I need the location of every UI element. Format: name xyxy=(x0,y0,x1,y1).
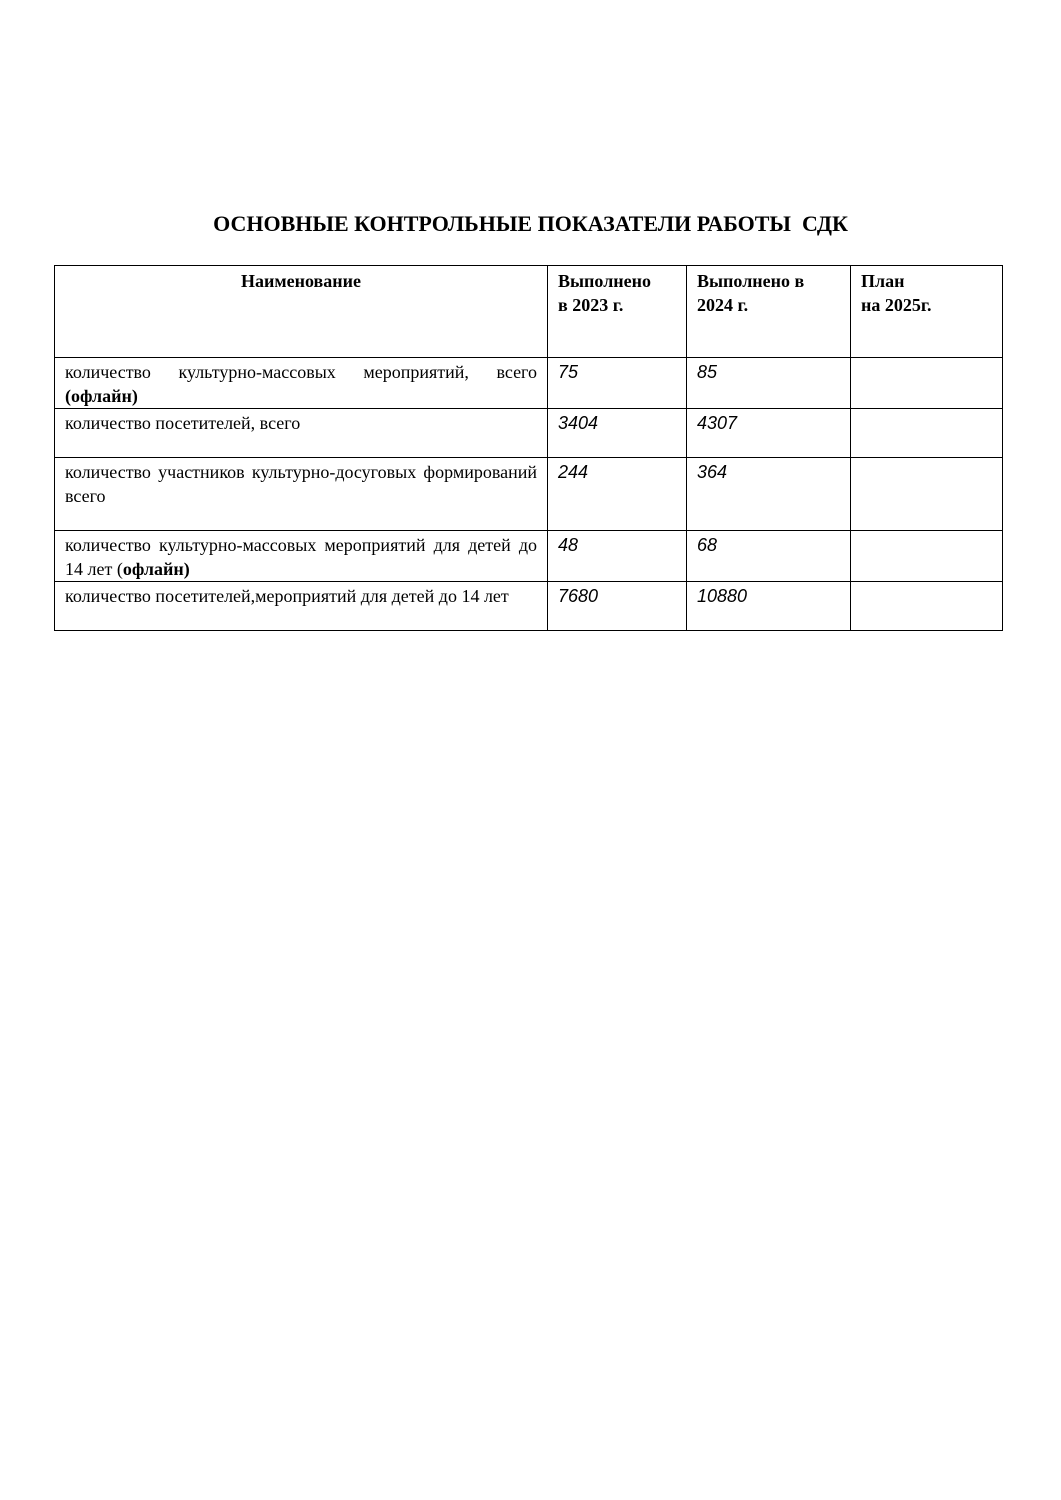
row-name-text: количество культурно-массовых мероприятий для детей до 14 лет ( xyxy=(65,535,537,579)
row-name-text: количество посетителей, всего xyxy=(65,413,301,433)
header-plan-2025-line2: на 2025г. xyxy=(861,295,932,315)
plan-2025-cell xyxy=(851,458,1003,531)
header-name-label: Наименование xyxy=(241,271,361,291)
plan-2025-cell xyxy=(851,582,1003,631)
value-2024-cell: 364 xyxy=(687,458,851,531)
value-2023-cell: 48 xyxy=(548,531,687,582)
row-name-cell xyxy=(55,582,548,631)
row-name-bold: (офлайн) xyxy=(65,386,138,406)
value-2024-cell: 10880 xyxy=(687,582,851,631)
header-done-2024-line1: Выполнено в xyxy=(697,271,805,291)
row-name-cell xyxy=(55,409,548,458)
value-2024-cell: 4307 xyxy=(687,409,851,458)
row-name-cell xyxy=(55,458,548,531)
row-name-cell xyxy=(55,531,548,582)
table-row xyxy=(55,458,1003,531)
table-row xyxy=(55,582,1003,631)
header-done-2023 xyxy=(548,266,687,358)
value-2023-cell: 244 xyxy=(548,458,687,531)
header-plan-2025 xyxy=(851,266,1003,358)
row-name-text: количество посетителей,мероприятий для детей до 14 лет xyxy=(65,586,509,606)
header-done-2024-line2: 2024 г. xyxy=(697,295,749,315)
plan-2025-cell xyxy=(851,358,1003,409)
header-name xyxy=(55,266,548,358)
value-2024-cell: 68 xyxy=(687,531,851,582)
plan-2025-cell xyxy=(851,409,1003,458)
header-done-2024 xyxy=(687,266,851,358)
row-name-bold: офлайн) xyxy=(122,559,190,579)
value-2023-cell: 7680 xyxy=(548,582,687,631)
table-row xyxy=(55,358,1003,409)
row-name-text: количество культурно-массовых мероприятий, всего xyxy=(65,362,537,382)
indicators-table xyxy=(54,265,1003,631)
header-plan-2025-line1: План xyxy=(861,271,905,291)
value-2023-cell: 3404 xyxy=(548,409,687,458)
table-row xyxy=(55,531,1003,582)
page-title: ОСНОВНЫЕ КОНТРОЛЬНЫЕ ПОКАЗАТЕЛИ РАБОТЫ СДК xyxy=(213,211,848,236)
plan-2025-cell xyxy=(851,531,1003,582)
value-2023-cell: 75 xyxy=(548,358,687,409)
table-row xyxy=(55,409,1003,458)
row-name-text: количество участников культурно-досуговых формирований всего xyxy=(65,462,537,506)
table-header-row xyxy=(55,266,1003,358)
value-2024-cell: 85 xyxy=(687,358,851,409)
row-name-cell xyxy=(55,358,548,409)
header-done-2023-line1: Выполнено xyxy=(558,271,652,291)
header-done-2023-line2: в 2023 г. xyxy=(558,295,624,315)
